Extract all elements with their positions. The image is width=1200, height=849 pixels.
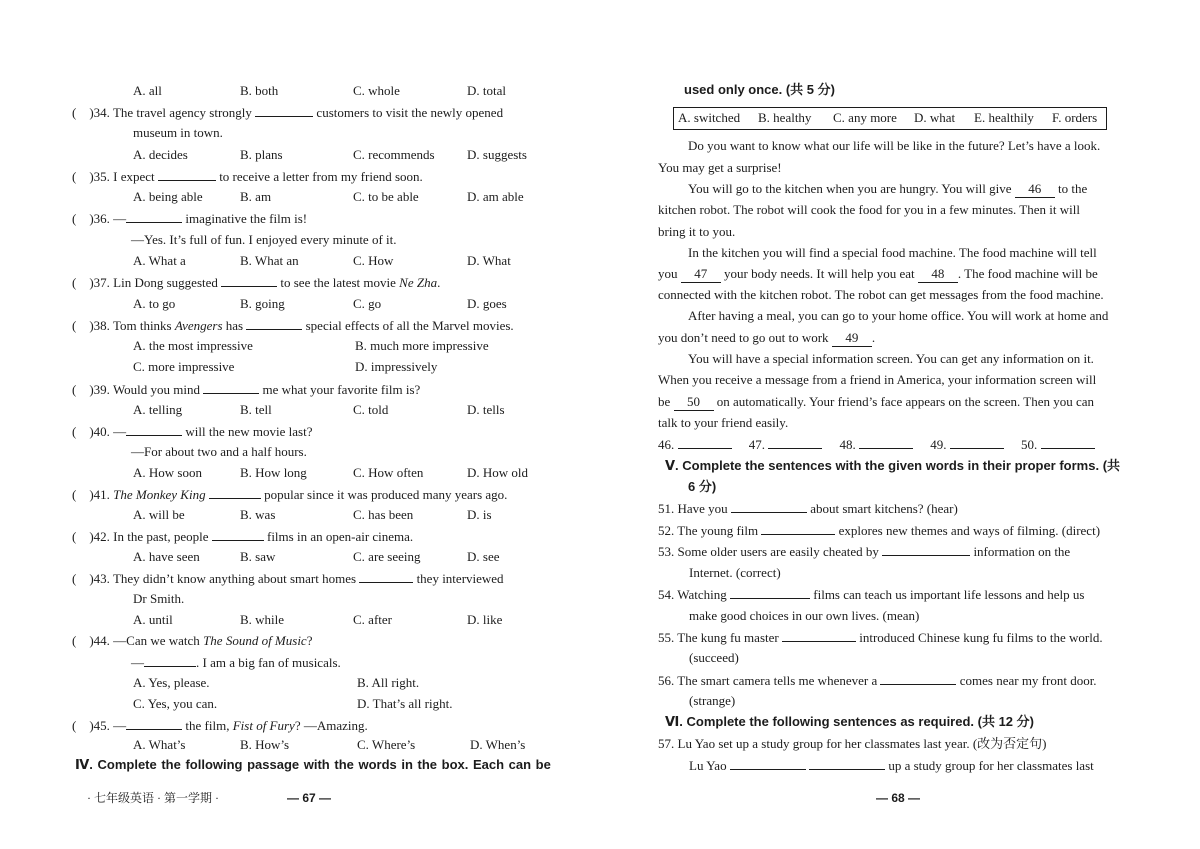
passage-text: you don’t need to go out to work <box>658 330 829 345</box>
answer-blank[interactable] <box>731 500 807 513</box>
option: D. am able <box>467 189 524 204</box>
question-text: Watching <box>677 587 727 602</box>
option: C. Where’s <box>357 737 416 752</box>
answer-blank[interactable] <box>950 436 1004 449</box>
section-heading: Ⅴ. Complete the sentences with the given words in their proper forms. (共 <box>665 458 1121 473</box>
option: A. telling <box>133 402 183 417</box>
passage-text: be <box>658 394 671 409</box>
answer-blank[interactable] <box>859 436 913 449</box>
question-text: — <box>113 718 127 733</box>
answer-blank[interactable] <box>730 586 810 599</box>
option: D. suggests <box>467 147 527 162</box>
question-56 <box>658 672 1097 689</box>
option: D. How old <box>467 465 529 480</box>
question-text: will the new movie last? <box>185 424 313 439</box>
question-text: imaginative the film is! <box>185 211 308 226</box>
question-text: Lu Yao set up a study group for her classmates last year. (改为否定句) <box>677 736 1047 751</box>
answer-blank[interactable] <box>144 654 196 667</box>
option: A. all <box>133 83 162 98</box>
option: B. saw <box>240 549 276 564</box>
answer-blank[interactable] <box>359 570 413 583</box>
passage-line <box>658 266 1098 283</box>
question-number: 54. <box>658 587 675 602</box>
option: A. the most impressive <box>133 338 253 353</box>
blank-50[interactable]: 50 <box>674 394 714 411</box>
passage-line: bring it to you. <box>658 224 736 239</box>
passage-line <box>658 394 1094 411</box>
question-text: — <box>113 424 127 439</box>
answer-label: 50. <box>1021 437 1038 452</box>
answer-blank[interactable] <box>809 757 885 770</box>
question-text: information on the <box>973 544 1071 559</box>
question-text: (succeed) <box>689 650 739 665</box>
option: A. How soon <box>133 465 202 480</box>
answer-blank[interactable] <box>126 717 182 730</box>
question-40 <box>72 423 313 440</box>
passage-line: In the kitchen you will find a special food machine. The food machine will tell <box>688 245 1097 260</box>
option: C. How often <box>353 465 424 480</box>
question-54 <box>658 586 1084 603</box>
option: B. was <box>240 507 276 522</box>
punctuation: . <box>437 275 441 290</box>
question-text: The smart camera tells me whenever a <box>677 673 878 688</box>
option: D. tells <box>467 402 505 417</box>
option: A. to go <box>133 296 176 311</box>
section-heading: 6 分) <box>688 479 717 494</box>
option: B. both <box>240 83 279 98</box>
question-text: up a study group for her classmates last <box>888 758 1094 773</box>
question-text: films in an open-air cinema. <box>266 529 414 544</box>
question-number: 52. <box>658 523 675 538</box>
option: B. much more impressive <box>355 338 489 353</box>
question-44 <box>72 633 312 649</box>
option: A. What a <box>133 253 186 268</box>
blank-46[interactable]: 46 <box>1015 181 1055 198</box>
question-43 <box>72 570 504 587</box>
question-55 <box>658 629 1103 646</box>
option: A. have seen <box>133 549 200 564</box>
punctuation: ? <box>306 633 313 648</box>
answer-blank[interactable] <box>880 672 956 685</box>
question-51 <box>658 500 958 517</box>
answer-label: 46. <box>658 437 675 452</box>
passage-text: on automatically. Your friend’s face appears on the screen. Then you can <box>716 394 1095 409</box>
option: B. plans <box>240 147 283 162</box>
option: B. How’s <box>240 737 290 752</box>
movie-title: The Monkey King <box>113 487 206 502</box>
section-heading: Ⅵ. Complete the following sentences as required. (共 12 分) <box>665 714 1034 729</box>
option: D. see <box>467 549 500 564</box>
question-text: —Can we watch <box>113 633 200 648</box>
question-text: — <box>113 211 127 226</box>
word-option: F. orders <box>1052 110 1098 125</box>
question-text: has <box>225 318 244 333</box>
question-number: ( )43. <box>72 571 110 586</box>
answer-blank[interactable] <box>882 543 970 556</box>
question-text: I expect <box>113 169 155 184</box>
question-text: Have you <box>677 501 728 516</box>
question-number: ( )45. <box>72 718 110 733</box>
option: B. while <box>240 612 285 627</box>
answer-label: 47. <box>748 437 765 452</box>
option: B. How long <box>240 465 307 480</box>
question-text: ? —Amazing. <box>294 718 368 733</box>
dialogue-text: . I am a big fan of musicals. <box>196 655 341 670</box>
answer-blank[interactable] <box>1041 436 1095 449</box>
word-option: D. what <box>914 110 956 125</box>
option: B. am <box>240 189 272 204</box>
question-number: 56. <box>658 673 675 688</box>
answer-blank[interactable] <box>678 436 732 449</box>
passage-line: talk to your friend easily. <box>658 415 789 430</box>
question-text: The young film <box>677 523 759 538</box>
question-text: In the past, people <box>113 529 209 544</box>
question-number: ( )40. <box>72 424 110 439</box>
answer-blank[interactable] <box>246 317 302 330</box>
answer-blank[interactable] <box>158 168 216 181</box>
word-option: C. any more <box>833 110 897 125</box>
question-number: ( )39. <box>72 382 110 397</box>
question-number: ( )36. <box>72 211 110 226</box>
answer-blank[interactable] <box>761 522 835 535</box>
option: B. All right. <box>357 675 420 690</box>
dialogue-reply: —For about two and a half hours. <box>131 444 307 459</box>
option: C. recommends <box>353 147 435 162</box>
question-text: The travel agency strongly <box>112 105 252 120</box>
question-text: Tom thinks <box>112 318 172 333</box>
answer-blank[interactable] <box>221 274 277 287</box>
blank-49[interactable]: 49 <box>832 330 872 347</box>
movie-title: The Sound of Music <box>203 633 307 648</box>
option: C. to be able <box>353 189 419 204</box>
section-heading: Ⅳ. Complete the following passage with the words in the box. Each can be <box>75 757 551 772</box>
dialogue-dash: — <box>131 655 144 670</box>
option: C. go <box>353 296 382 311</box>
passage-text: you <box>658 266 678 281</box>
option: C. whole <box>353 83 400 98</box>
passage-line: connected with the kitchen robot. The robot can get messages from the food machine. <box>658 287 1104 302</box>
option: A. Yes, please. <box>133 675 210 690</box>
passage-line <box>688 181 1087 198</box>
option: A. will be <box>133 507 185 522</box>
movie-title: Fist of Fury <box>232 718 295 733</box>
section-heading-cont: used only once. (共 5 分) <box>684 82 835 97</box>
answer-blank[interactable] <box>126 210 182 223</box>
answer-blank[interactable] <box>203 381 259 394</box>
question-text: The kung fu master <box>677 630 779 645</box>
passage-text: to the <box>1058 181 1088 196</box>
word-option: A. switched <box>678 110 741 125</box>
option: C. are seeing <box>353 549 421 564</box>
question-34 <box>72 104 503 121</box>
answer-blank[interactable] <box>209 486 261 499</box>
blank-47[interactable]: 47 <box>681 266 721 283</box>
question-number: ( )42. <box>72 529 110 544</box>
question-text: They didn’t know anything about smart homes <box>112 571 357 586</box>
option: C. has been <box>353 507 414 522</box>
option: C. more impressive <box>133 359 235 374</box>
question-text: popular since it was produced many years ago. <box>264 487 508 502</box>
option: B. What an <box>240 253 299 268</box>
passage-line: After having a meal, you can go to your home office. You will work at home and <box>688 308 1109 323</box>
passage-text: . The food machine will be <box>957 266 1098 281</box>
question-text: introduced Chinese kung fu films to the world. <box>859 630 1103 645</box>
question-text: museum in town. <box>133 125 223 140</box>
question-text: to receive a letter from my friend soon. <box>219 169 423 184</box>
option: D. goes <box>467 296 507 311</box>
question-text: Dr Smith. <box>133 591 185 606</box>
passage-line: Do you want to know what our life will be like in the future? Let’s have a look. <box>688 138 1101 153</box>
passage-text: . <box>871 330 876 345</box>
question-36 <box>72 210 307 227</box>
question-number: ( )34. <box>72 105 110 120</box>
answer-blank[interactable] <box>255 104 313 117</box>
passage-line: When you receive a message from a friend in America, your information screen will <box>658 372 1097 387</box>
answer-blank[interactable] <box>782 629 856 642</box>
question-39 <box>72 381 420 398</box>
option: A. until <box>133 612 173 627</box>
option: D. is <box>467 507 492 522</box>
dialogue-reply <box>131 654 341 671</box>
question-text: me what your favorite film is? <box>262 382 421 397</box>
movie-title: Avengers <box>174 318 223 333</box>
question-text: Some older users are easily cheated by <box>677 544 879 559</box>
question-text: customers to visit the newly opened <box>316 105 504 120</box>
answer-blank[interactable] <box>212 528 264 541</box>
question-text: Would you mind <box>112 382 201 397</box>
passage-text: You will go to the kitchen when you are hungry. You will give <box>688 181 1012 196</box>
question-number: ( )41. <box>72 487 110 502</box>
question-45 <box>72 717 368 734</box>
question-57 <box>658 736 1047 752</box>
answer-blank[interactable] <box>768 436 822 449</box>
answer-blank[interactable] <box>730 757 806 770</box>
blank-48[interactable]: 48 <box>918 266 958 283</box>
option: D. That’s all right. <box>357 696 453 711</box>
question-text: about smart kitchens? (hear) <box>810 501 958 516</box>
option: D. like <box>467 612 503 627</box>
question-text: the film, <box>185 718 230 733</box>
option: D. impressively <box>355 359 438 374</box>
question-number: ( )37. <box>72 275 110 290</box>
passage-line: You may get a surprise! <box>658 160 782 175</box>
question-text: explores new themes and ways of filming. (direct) <box>838 523 1101 538</box>
option: B. going <box>240 296 285 311</box>
question-text: to see the latest movie <box>280 275 396 290</box>
question-text: Lu Yao <box>689 758 727 773</box>
passage-line: kitchen robot. The robot will cook the food for you in a few minutes. Then it will <box>658 202 1080 217</box>
passage-line <box>658 330 875 347</box>
question-text: they interviewed <box>416 571 504 586</box>
question-number: ( )38. <box>72 318 110 333</box>
option: C. told <box>353 402 389 417</box>
question-text: Internet. (correct) <box>689 565 781 580</box>
dialogue-reply: —Yes. It’s full of fun. I enjoyed every minute of it. <box>131 232 397 247</box>
question-text: make good choices in our own lives. (mean) <box>689 608 920 623</box>
answer-label: 48. <box>839 437 856 452</box>
option: A. being able <box>133 189 203 204</box>
question-52 <box>658 522 1100 539</box>
question-text: (strange) <box>689 693 736 708</box>
option: D. What <box>467 253 511 268</box>
option: D. total <box>467 83 506 98</box>
question-53 <box>658 543 1070 560</box>
question-number: 55. <box>658 630 675 645</box>
passage-text: your body needs. It will help you eat <box>724 266 915 281</box>
question-35 <box>72 168 423 185</box>
movie-title: Ne Zha <box>399 275 438 290</box>
question-41 <box>72 486 507 503</box>
word-box <box>673 107 1107 130</box>
passage-line: You will have a special information screen. You can get any information on it. <box>688 351 1094 366</box>
answer-row <box>658 436 1095 453</box>
option: A. decides <box>133 147 188 162</box>
option: B. tell <box>240 402 272 417</box>
answer-blank[interactable] <box>126 423 182 436</box>
option: C. How <box>353 253 394 268</box>
option: A. What’s <box>133 737 186 752</box>
answer-label: 49. <box>930 437 947 452</box>
question-number: 53. <box>658 544 675 559</box>
option: C. Yes, you can. <box>133 696 218 711</box>
question-number: 51. <box>658 501 675 516</box>
question-number: ( )35. <box>72 169 110 184</box>
answer-line <box>689 757 1094 774</box>
question-42 <box>72 528 413 545</box>
question-38 <box>72 317 514 334</box>
question-text: films can teach us important life lessons and help us <box>813 587 1085 602</box>
question-text: Lin Dong suggested <box>113 275 218 290</box>
page-number: — 67 — <box>287 791 332 805</box>
question-text: special effects of all the Marvel movies. <box>305 318 514 333</box>
question-number: 57. <box>658 736 675 751</box>
option: C. after <box>353 612 392 627</box>
question-37 <box>72 274 440 291</box>
question-text: comes near my front door. <box>959 673 1097 688</box>
footer-subject: · 七年级英语 · 第一学期 · <box>87 791 219 805</box>
word-option: E. healthily <box>974 110 1034 125</box>
option: D. When’s <box>470 737 526 752</box>
question-number: ( )44. <box>72 633 110 648</box>
page-number: — 68 — <box>876 791 921 805</box>
word-option: B. healthy <box>758 110 812 125</box>
